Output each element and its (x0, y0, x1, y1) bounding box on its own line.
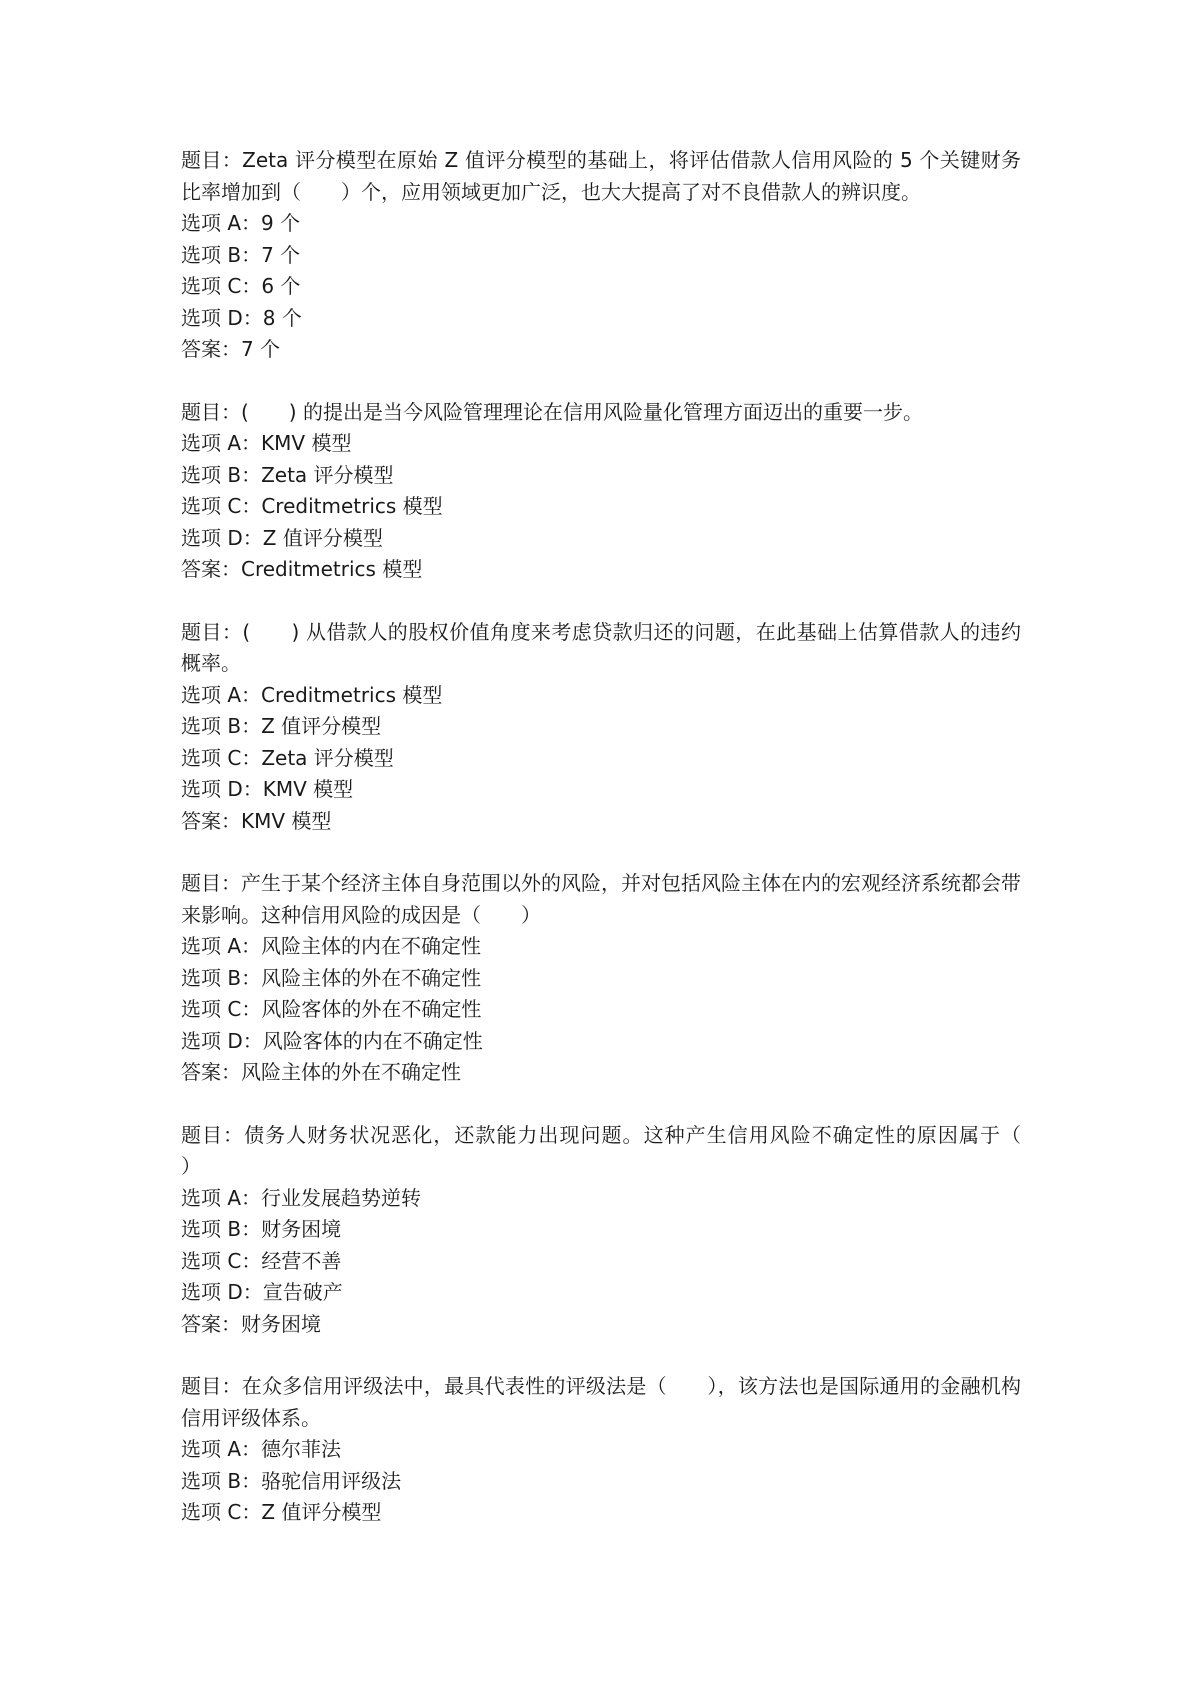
answer: 答案：财务困境 (181, 1311, 321, 1336)
option-c: 选项 C：经营不善 (181, 1248, 342, 1273)
option-a: 选项 A：行业发展趋势逆转 (181, 1185, 422, 1210)
option-b: 选项 B：财务困境 (181, 1217, 342, 1241)
option-a: 选项 A：风险主体的内在不确定性 (181, 934, 482, 958)
option-c: 选项 C：Zeta 评分模型 (181, 745, 394, 770)
question-block (181, 1120, 1061, 1341)
question-block (181, 145, 1021, 366)
option-c: 选项 C：风险客体的外在不确定性 (181, 997, 482, 1021)
option-c: 选项 C：Z 值评分模型 (181, 1500, 382, 1524)
question-block (181, 868, 1021, 1089)
question-block (181, 617, 1021, 838)
question-stem: 题目：( ) 的提出是当今风险管理理论在信用风险量化管理方面迈出的重要一步。 (181, 399, 923, 424)
option-b: 选项 B：Z 值评分模型 (181, 714, 382, 738)
question-block (181, 1371, 1021, 1529)
question-block (181, 397, 1021, 586)
document-page (181, 145, 1061, 1560)
question-stem: 题目：产生于某个经济主体自身范围以外的风险，并对包括风险主体在内的宏观经济系统都会带来影响。这种信用风险的成因是（ ） (181, 871, 1021, 927)
option-d: 选项 D：8 个 (181, 305, 302, 330)
option-d: 选项 D：KMV 模型 (181, 777, 354, 801)
option-c: 选项 C：6 个 (181, 274, 301, 298)
option-b: 选项 B：7 个 (181, 242, 301, 267)
option-a: 选项 A：德尔菲法 (181, 1437, 342, 1461)
answer: 答案：风险主体的外在不确定性 (181, 1060, 461, 1084)
question-stem: 题目：债务人财务状况恶化，还款能力出现问题。这种产生信用风险不确定性的原因属于（ ） (181, 1122, 1061, 1178)
option-c: 选项 C：Creditmetrics 模型 (181, 494, 443, 518)
option-b: 选项 B：骆驼信用评级法 (181, 1468, 402, 1493)
option-a: 选项 A：9 个 (181, 211, 301, 235)
option-d: 选项 D：风险客体的内在不确定性 (181, 1028, 483, 1053)
option-d: 选项 D：Z 值评分模型 (181, 525, 383, 550)
answer: 答案：Creditmetrics 模型 (181, 557, 423, 581)
option-b: 选项 B：Zeta 评分模型 (181, 462, 394, 487)
option-d: 选项 D：宣告破产 (181, 1280, 343, 1304)
option-a: 选项 A：KMV 模型 (181, 431, 352, 455)
question-stem: 题目：( ) 从借款人的股权价值角度来考虑贷款归还的问题，在此基础上估算借款人的违约概率。 (181, 619, 1021, 675)
option-a: 选项 A：Creditmetrics 模型 (181, 682, 443, 707)
question-stem: 题目：在众多信用评级法中，最具代表性的评级法是（ ），该方法也是国际通用的金融机构信用评级体系。 (181, 1374, 1021, 1430)
option-b: 选项 B：风险主体的外在不确定性 (181, 965, 482, 990)
question-stem: 题目：Zeta 评分模型在原始 Z 值评分模型的基础上，将评估借款人信用风险的 5 个关键财务比率增加到（ ）个，应用领域更加广泛，也大大提高了对不良借款人的辨识度。 (181, 148, 1021, 204)
answer: 答案：KMV 模型 (181, 808, 332, 833)
answer: 答案：7 个 (181, 337, 281, 361)
